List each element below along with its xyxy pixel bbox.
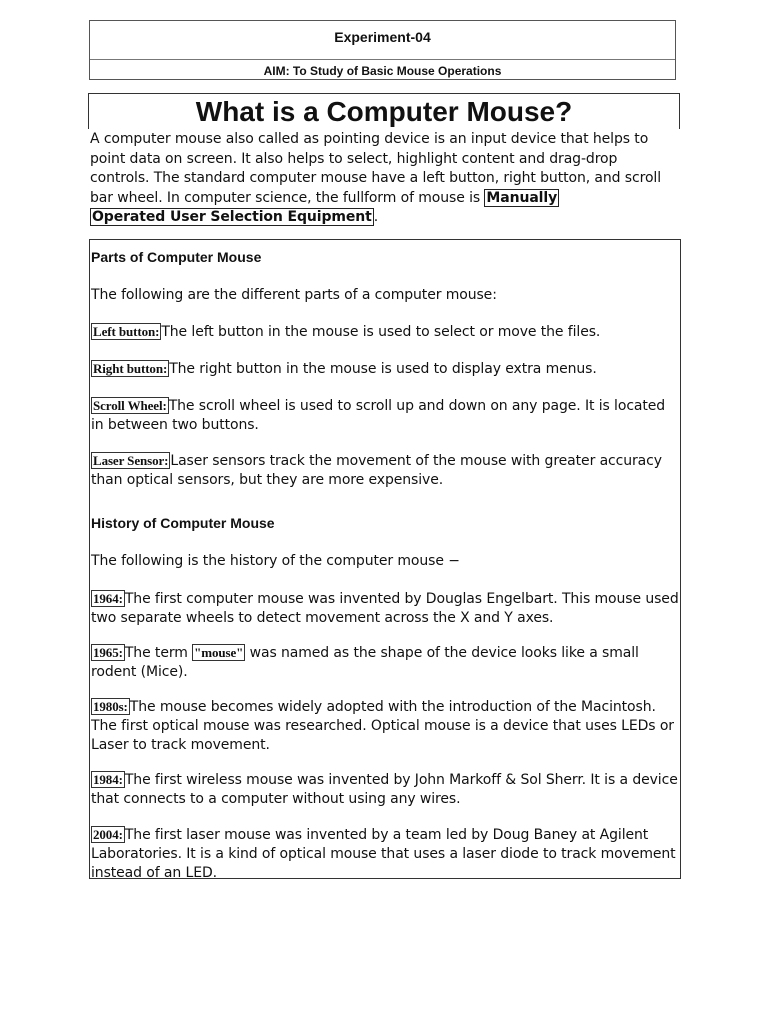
page-title: What is a Computer Mouse? xyxy=(195,96,573,127)
part-term: Laser Sensor: xyxy=(93,453,169,468)
history-2004 xyxy=(91,825,679,883)
parts-heading: Parts of Computer Mouse xyxy=(91,249,262,265)
history-1965 xyxy=(91,643,679,682)
fullform-highlight-1: Manually xyxy=(486,189,558,206)
history-desc: The mouse becomes widely adopted with the introduction of the Macintosh. The first optical mouse was researched. Optical mouse is a device that uses LEDs or Laser to track movement. xyxy=(91,699,674,753)
part-term: Left button: xyxy=(93,324,160,339)
history-term: 2004: xyxy=(93,827,123,842)
history-term: 1965: xyxy=(93,645,123,660)
experiment-header xyxy=(89,20,676,80)
history-desc: The first computer mouse was invented by Douglas Engelbart. This mouse used two separate wheels to detect movement across the X and Y axes. xyxy=(91,591,679,626)
part-desc: Laser sensors track the movement of the mouse with greater accuracy than optical sensors, but they are more expensive. xyxy=(91,453,662,488)
mouse-term-highlight: "mouse" xyxy=(194,645,244,660)
history-1964 xyxy=(91,589,679,628)
aim-text: AIM: To Study of Basic Mouse Operations xyxy=(90,59,675,81)
experiment-title: Experiment-04 xyxy=(334,29,431,45)
history-term: 1980s: xyxy=(93,699,128,714)
history-1984 xyxy=(91,770,679,809)
history-desc: The first laser mouse was invented by a team led by Doug Baney at Agilent Laboratories. It is a kind of optical mouse that uses a laser diode to track movement instead of an LED. xyxy=(91,827,676,881)
history-term: 1964: xyxy=(93,591,123,606)
history-heading: History of Computer Mouse xyxy=(91,515,275,531)
parts-lead: The following are the different parts of a computer mouse: xyxy=(91,287,497,303)
intro-end: . xyxy=(373,209,379,225)
main-title-box xyxy=(88,93,680,129)
intro-paragraph xyxy=(90,130,680,228)
history-desc: The first wireless mouse was invented by John Markoff & Sol Sherr. It is a device that connects to a computer without using any wires. xyxy=(91,772,678,807)
part-desc: The left button in the mouse is used to select or move the files. xyxy=(161,324,601,340)
history-lead: The following is the history of the computer mouse − xyxy=(91,553,460,569)
part-scroll-wheel xyxy=(91,396,679,435)
history-term: 1984: xyxy=(93,772,123,787)
part-term: Scroll Wheel: xyxy=(93,398,167,413)
history-1980s xyxy=(91,697,679,755)
part-right-button xyxy=(91,359,679,379)
history-desc-before: The term xyxy=(124,645,193,661)
history-desc: was named as the shape of the device looks like a small rodent (Mice). xyxy=(91,645,639,680)
part-desc: The right button in the mouse is used to display extra menus. xyxy=(169,361,597,377)
part-term: Right button: xyxy=(93,361,168,376)
part-desc: The scroll wheel is used to scroll up and down on any page. It is located in between two buttons. xyxy=(91,398,666,433)
intro-text: A computer mouse also called as pointing device is an input device that helps to point data on screen. It also helps to select, highlight content and drag-drop controls. The standard computer mouse have a left button, right button, and scroll bar wheel. In computer science, the fullform of mouse is xyxy=(90,131,661,206)
fullform-highlight-2: Operated User Selection Equipment xyxy=(92,209,372,225)
part-laser-sensor xyxy=(91,451,679,490)
part-left-button xyxy=(91,322,679,342)
